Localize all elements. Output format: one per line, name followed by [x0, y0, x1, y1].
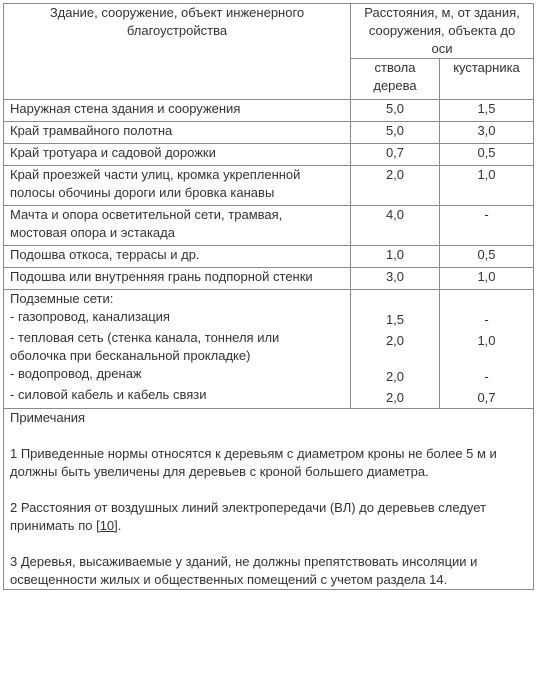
row-object: Наружная стена здания и сооружения	[4, 100, 351, 122]
row-object	[4, 206, 351, 246]
row-tree-value: 2,0	[351, 365, 440, 386]
row-object-line: Край проезжей части улиц, кромка укрепленной	[10, 167, 301, 182]
empty-cell	[440, 290, 534, 309]
row-tree-value: 2,0	[351, 329, 440, 365]
note-text: принимать по	[10, 518, 97, 533]
note-text: .	[117, 518, 122, 533]
row-tree-value: 2,0	[351, 386, 440, 409]
row-object-line: оболочка при бесканальной прокладке)	[10, 348, 251, 363]
header-distance-line: Расстояния, м, от здания,	[364, 5, 520, 20]
row-shrub-value: -	[440, 365, 534, 386]
underground-title-cell	[4, 290, 351, 309]
row-object: Подошва или внутренняя грань подпорной стенки	[4, 268, 351, 290]
row-object: - силовой кабель и кабель связи	[4, 386, 351, 409]
header-shrub-cell: кустарника	[440, 59, 534, 100]
table-row	[4, 386, 534, 409]
table-header-row	[4, 4, 534, 59]
underground-section-row	[4, 290, 534, 309]
row-object-line: мостовая опора и эстакада	[10, 225, 175, 240]
distance-norms-table	[3, 3, 534, 590]
row-shrub-value: -	[440, 206, 534, 246]
notes-cell	[4, 409, 534, 590]
row-shrub-value: 0,5	[440, 246, 534, 268]
header-tree-line: дерева	[373, 78, 417, 93]
row-shrub-value: -	[440, 308, 534, 329]
table-row	[4, 246, 534, 268]
header-tree-cell	[351, 59, 440, 100]
table-row	[4, 268, 534, 290]
row-tree-value: 2,0	[351, 166, 440, 206]
header-object-line: Здание, сооружение, объект инженерного	[49, 5, 305, 20]
row-tree-value: 0,7	[351, 144, 440, 166]
row-object: Край тротуара и садовой дорожки	[4, 144, 351, 166]
row-object: Подошва откоса, террасы и др.	[4, 246, 351, 268]
notes-title: Примечания	[10, 410, 86, 425]
row-tree-value: 5,0	[351, 122, 440, 144]
row-tree-value: 3,0	[351, 268, 440, 290]
table-row	[4, 144, 534, 166]
row-shrub-value: 3,0	[440, 122, 534, 144]
reference-link[interactable]: [10]	[96, 518, 118, 533]
empty-cell	[351, 290, 440, 309]
row-shrub-value: 1,0	[440, 268, 534, 290]
header-tree-line: ствола	[374, 60, 416, 75]
row-shrub-value: 1,0	[440, 329, 534, 365]
row-object: - водопровод, дренаж	[4, 365, 351, 386]
header-distance-cell	[351, 4, 534, 59]
table-row	[4, 166, 534, 206]
row-object-line: - тепловая сеть (стенка канала, тоннеля или	[10, 330, 280, 345]
underground-title: Подземные сети:	[10, 291, 114, 306]
row-object: - газопровод, канализация	[4, 308, 351, 329]
note-line	[10, 517, 527, 535]
note-line: 3 Деревья, высаживаемые у зданий, не должны препятствовать инсоляции и	[10, 554, 478, 569]
table-row	[4, 100, 534, 122]
note-3	[10, 553, 527, 589]
table-row	[4, 308, 534, 329]
row-object-line: Мачта и опора осветительной сети, трамвая,	[10, 207, 283, 222]
header-object-cell	[4, 4, 351, 100]
table-row	[4, 329, 534, 365]
table-row	[4, 365, 534, 386]
table-row	[4, 122, 534, 144]
header-distance-line: сооружения, объекта до оси	[368, 23, 516, 56]
note-line: 2 Расстояния от воздушных линий электропередачи (ВЛ) до деревьев следует	[10, 500, 487, 515]
note-1	[10, 445, 527, 481]
row-tree-value: 4,0	[351, 206, 440, 246]
header-object-line: благоустройства	[126, 23, 228, 38]
row-object: Край трамвайного полотна	[4, 122, 351, 144]
row-shrub-value: 0,7	[440, 386, 534, 409]
row-object-line: полосы обочины дороги или бровка канавы	[10, 185, 275, 200]
row-object	[4, 166, 351, 206]
row-shrub-value: 1,0	[440, 166, 534, 206]
note-2	[10, 499, 527, 535]
row-object	[4, 329, 351, 365]
row-tree-value: 1,0	[351, 246, 440, 268]
row-tree-value: 5,0	[351, 100, 440, 122]
note-line: должны быть увеличены для деревьев с кроной большего диаметра.	[10, 464, 429, 479]
note-line: 1 Приведенные нормы относятся к деревьям с диаметром кроны не более 5 м и	[10, 446, 497, 461]
table-row	[4, 206, 534, 246]
row-shrub-value: 0,5	[440, 144, 534, 166]
notes-row	[4, 409, 534, 590]
row-tree-value: 1,5	[351, 308, 440, 329]
row-shrub-value: 1,5	[440, 100, 534, 122]
note-line: освещенности жилых и общественных помещений с учетом раздела 14.	[10, 572, 448, 587]
